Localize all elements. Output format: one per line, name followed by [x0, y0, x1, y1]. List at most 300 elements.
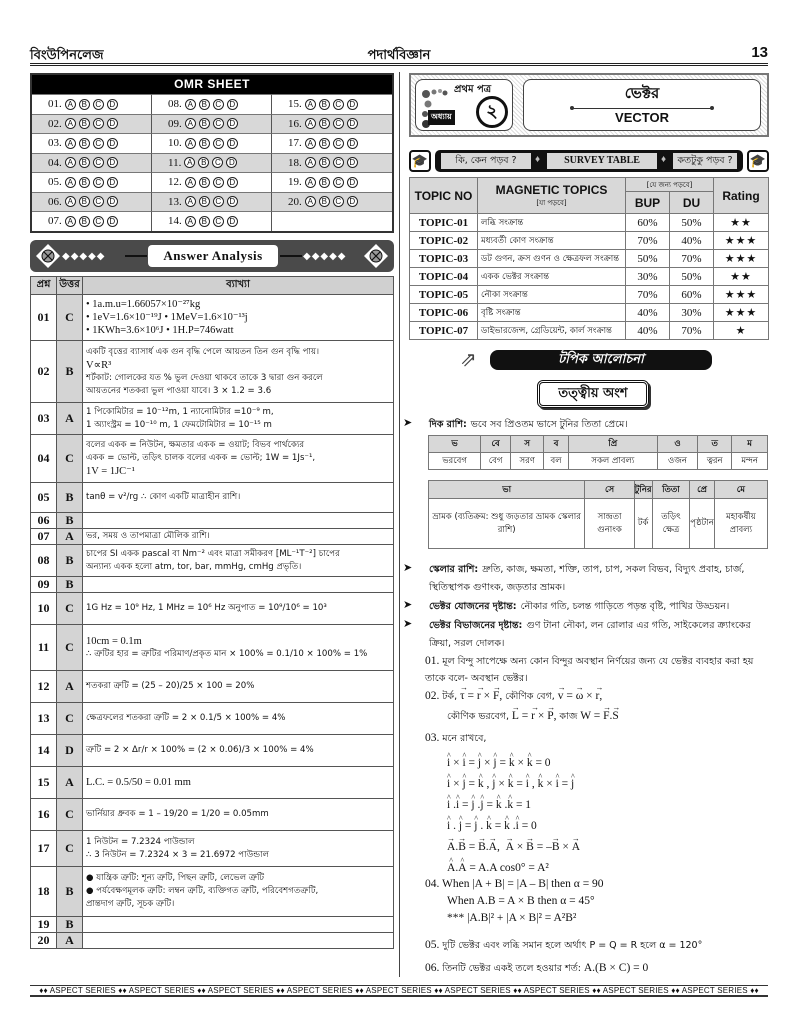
point-04-line-2: When A.B = A × B then α = 45° [447, 895, 595, 907]
omr-bubble-b[interactable]: B [79, 138, 90, 149]
identity-line: ^ i .^ i = ^ j .^ j = ^ k .^ k = 1 [447, 795, 770, 816]
vector-resolution-bullet [403, 616, 773, 652]
point-06-text: তিনটি ভেক্টর একই তলে হওয়ার শর্ত: [442, 963, 581, 974]
explanation-line: ● যান্ত্রিক ত্রুটি: শূন্য ত্রুটি, পিছন ত্রুটি, লেভেল ত্রুটি [86, 873, 265, 883]
question-number: 13 [31, 703, 57, 735]
topic-number: TOPIC-04 [410, 268, 478, 286]
answer-letter: B [57, 867, 83, 917]
du-percent: 50% [670, 214, 714, 232]
chapter-title-box [523, 79, 761, 131]
question-number: 07 [31, 529, 57, 545]
bup-percent: 70% [626, 232, 670, 250]
mnemonic-table-2 [428, 480, 768, 549]
col-topic-no: TOPIC NO [410, 178, 478, 214]
explanation-line: শতকরা ত্রুটি = (25 – 20)/25 × 100 = 20% [86, 681, 255, 691]
answer-table [30, 276, 394, 949]
topic-name: মধ্যবর্তী কোণ সংক্রান্ত [478, 232, 626, 250]
omr-bubble-d[interactable]: D [347, 177, 358, 188]
identity-line: ^ A.^ A = A.A cos0° = A² [447, 858, 770, 879]
answer-row [31, 831, 394, 867]
topic-row [410, 286, 769, 304]
point-03-text: মনে রাখবে, [442, 733, 487, 744]
work-label: কাজ [559, 711, 578, 722]
explanation-line: 1V = 1JC⁻¹ [86, 466, 135, 477]
vector-quantity: মহাকর্ষীয় প্রাবল্য [714, 499, 767, 549]
star-rating: ★ [714, 322, 769, 340]
explanation-line: 1G Hz = 10⁹ Hz, 1 MHz = 10⁶ Hz অনুপাত = 10⁹/10⁶ = 10³ [86, 603, 327, 613]
omr-bubble-a[interactable]: A [65, 196, 76, 207]
omr-bubble-d[interactable]: D [107, 157, 118, 168]
identity-line: → A.→ B = → B.→ A, → A × → B = –→ B × → A [447, 837, 770, 858]
explanation-line: একটি বৃত্তের ব্যাসার্ধ এক গুন বৃদ্ধি পেলে আয়তন তিন গুন বৃদ্ধি পায়। [86, 346, 320, 357]
star-rating: ★★★ [714, 286, 769, 304]
omr-bubble-a[interactable]: A [185, 177, 196, 188]
topic-row [410, 268, 769, 286]
mnemonic-syllable: ভা [429, 481, 585, 499]
survey-strip [409, 150, 769, 172]
omr-bubble-b[interactable]: B [319, 177, 330, 188]
topic-name: ডাইভারজেন্স, গ্রেডিয়েন্ট, কার্ল সংক্রান্ত [478, 322, 626, 340]
omr-bubble-c[interactable]: C [213, 118, 224, 129]
omr-bubble-c[interactable]: C [213, 99, 224, 110]
omr-bubble-b[interactable]: B [199, 196, 210, 207]
omr-bubble-a[interactable]: A [305, 99, 316, 110]
banner-line [280, 255, 302, 257]
star-rating: ★★★ [714, 304, 769, 322]
explanation-line: 1 অ্যাংস্ট্রম = 10⁻¹⁰ m, 1 ফেমটোমিটার = 10⁻¹⁵ m [86, 419, 272, 430]
question-number: 09 [31, 577, 57, 593]
explanation-line: ক্ষেত্রফলের শতকরা ত্রুটি = 2 × 0.1/5 × 100% = 4% [86, 713, 286, 723]
circled-x-icon [364, 244, 388, 268]
omr-bubble-a[interactable]: A [305, 138, 316, 149]
col-question: প্রশ্ন [31, 277, 57, 295]
point-06 [425, 960, 770, 977]
answer-row [31, 735, 394, 767]
vector-resolution-text: গুণ টানা নৌকা, লন রোলার এর গতি, সাইকেলের ক্র্যাংকের ক্রিয়া, সরল দোলক। [429, 620, 751, 649]
omr-bubble-c[interactable]: C [333, 99, 344, 110]
omr-bubble-a[interactable]: A [305, 118, 316, 129]
explanation-line: বলের একক = নিউটন, ক্ষমতার একক = ওয়াট; বিভব পার্থক্যের [86, 440, 305, 450]
answer-row [31, 917, 394, 933]
omr-bubble-a[interactable]: A [305, 157, 316, 168]
explanation [83, 867, 394, 917]
explanation-line: 10cm = 0.1m [86, 635, 142, 647]
omr-bubble-d[interactable]: D [107, 138, 118, 149]
question-number: 01 [31, 295, 57, 341]
explanation-line: tanθ = v²/rg ∴ কোণ একটি মাত্রাহীন রাশি। [86, 492, 241, 502]
angular-momentum-eq: → L = → r × → P, [512, 710, 557, 722]
flame-icon: ♦ [535, 154, 541, 165]
omr-question [32, 172, 152, 192]
omr-bubble-c[interactable]: C [93, 216, 104, 227]
answer-row [31, 577, 394, 593]
omr-question [32, 133, 152, 153]
col-topic-title: MAGNETIC TOPICS [495, 182, 608, 197]
explanation [83, 435, 394, 483]
omr-bubble-c[interactable]: C [93, 196, 104, 207]
omr-bubble-d[interactable]: D [227, 118, 238, 129]
topic-number: TOPIC-05 [410, 286, 478, 304]
omr-bubble-d[interactable]: D [347, 138, 358, 149]
omr-bubble-b[interactable]: B [199, 216, 210, 227]
omr-bubble-a[interactable]: A [185, 99, 196, 110]
torque-label: টর্ক, [442, 691, 458, 702]
omr-bubble-a[interactable]: A [65, 138, 76, 149]
topic-name: একক ভেক্টর সংক্রান্ত [478, 268, 626, 286]
question-number: 04 [31, 435, 57, 483]
question-number: 03 [31, 403, 57, 435]
omr-bubble-d[interactable]: D [347, 99, 358, 110]
question-number: 10 [31, 593, 57, 625]
topic-number: TOPIC-06 [410, 304, 478, 322]
answer-letter: C [57, 295, 83, 341]
omr-bubble-a[interactable]: A [65, 216, 76, 227]
scalar-label: স্কেলার রাশি: [429, 564, 479, 575]
col-du: DU [670, 192, 714, 214]
omr-question-number: 16. [288, 117, 302, 130]
subject-title: পদার্থবিজ্ঞান [367, 48, 431, 63]
question-number: 19 [31, 917, 57, 933]
angular-momentum-label: কৌণিক ভরবেগ, [447, 711, 510, 722]
omr-question [152, 192, 272, 212]
mnemonic-syllable: ব [544, 436, 568, 453]
omr-bubble-a[interactable]: A [185, 118, 196, 129]
point-number: 05. [425, 939, 440, 951]
vector-addition-text: নৌকার গতি, চলন্ত গাড়িতে পড়ন্ত বৃষ্টি, পাখির উড্ডয়ন। [520, 601, 730, 612]
chapter-header [409, 73, 769, 137]
omr-bubble-c[interactable]: C [93, 157, 104, 168]
topic-number: TOPIC-07 [410, 322, 478, 340]
explanation-line: ∴ ত্রুটির হার = ত্রুটির পরিমাণ/প্রকৃত মান × 100% = 0.1/10 × 100% = 1% [86, 648, 368, 659]
bup-percent: 50% [626, 250, 670, 268]
omr-bubble-b[interactable]: B [199, 138, 210, 149]
explanation-line: ভর, সময় ও তাপমাত্রা মৌলিক রাশি। [86, 531, 210, 541]
omr-bubble-d[interactable]: D [227, 177, 238, 188]
explanation-line: চাপের SI একক pascal বা Nm⁻² এবং মাত্রা সমীকরণ [ML⁻¹T⁻²] চাপের [86, 548, 340, 559]
omr-bubble-b[interactable]: B [199, 99, 210, 110]
omr-bubble-a[interactable]: A [65, 177, 76, 188]
explanation-line: আয়তনের শতকরা ভুল পাওয়া যাবে। 3 × 1.2 = 3.6 [86, 385, 272, 396]
omr-question [272, 114, 392, 134]
point-01-text: মূল বিন্দু সাপেক্ষে অন্য কোন বিন্দুর অবস্থান নির্ণয়ের জন্য যে ভেক্টর ব্যবহার করা হয় তাকে বলে- অবস্থান ভেক্টর। [425, 656, 754, 684]
omr-bubble-d[interactable]: D [107, 99, 118, 110]
omr-question-number: 10. [168, 137, 182, 149]
question-number: 17 [31, 831, 57, 867]
answer-letter: A [57, 529, 83, 545]
omr-bubble-c[interactable]: C [212, 157, 223, 168]
omr-question-number: 13. [168, 195, 182, 208]
question-number: 14 [31, 735, 57, 767]
vector-quantity: মন্দন [732, 453, 768, 470]
omr-bubble-c[interactable]: C [93, 138, 104, 149]
angular-velocity-label: কৌণিক বেগ, [505, 691, 555, 702]
omr-bubble-a[interactable]: A [305, 196, 316, 207]
explanation [83, 513, 394, 529]
vector-quantity: ত্বরন [698, 453, 732, 470]
mnemonic-syllable: সে [585, 481, 634, 499]
omr-bubble-b[interactable]: B [319, 196, 330, 207]
omr-bubble-c[interactable]: C [333, 157, 344, 168]
graduation-cap-icon: 🎓 [409, 150, 431, 172]
scalar-bullet [403, 560, 773, 596]
topic-row [410, 232, 769, 250]
col-rating: Rating [714, 178, 769, 214]
answer-row [31, 703, 394, 735]
omr-bubble-d[interactable]: D [227, 196, 238, 207]
identity-line: ^ i × ^ i = ^ j × ^ j = ^ k × ^ k = 0 [447, 753, 770, 774]
omr-bubble-d[interactable]: D [227, 216, 238, 227]
omr-bubble-b[interactable]: B [79, 157, 90, 168]
point-number: 02. [425, 690, 440, 702]
omr-bubble-c[interactable]: C [93, 118, 104, 129]
explanation-line: প্রান্তদাগ ত্রুটি, সূচক ত্রুটি। [86, 899, 175, 909]
omr-bubble-b[interactable]: B [319, 138, 330, 149]
explanation-line: • 1KWh=3.6×10⁶J • 1H.P=746watt [86, 325, 234, 336]
omr-bubble-d[interactable]: D [347, 118, 358, 129]
column-divider [399, 72, 400, 977]
omr-question [152, 211, 272, 231]
omr-bubble-c[interactable]: C [213, 196, 224, 207]
omr-question [272, 94, 392, 114]
question-number: 05 [31, 483, 57, 513]
answer-letter: C [57, 703, 83, 735]
explanation-line: V∝R³ [86, 359, 112, 371]
mnemonic-syllable: টুনির [634, 481, 652, 499]
paper-label: প্রথম পত্র [454, 84, 492, 95]
omr-bubble-c[interactable]: C [333, 177, 344, 188]
omr-question-number: 14. [168, 215, 182, 227]
omr-bubble-d[interactable]: D [107, 118, 118, 129]
page-number: 13 [751, 44, 768, 61]
circled-x-icon [36, 244, 60, 268]
answer-letter: D [57, 735, 83, 767]
omr-bubble-b[interactable]: B [199, 118, 210, 129]
vector-quantities-mnemonic: ভবে সব প্রিওতম ভাসে টুনির তিতা প্রেমে। [470, 419, 628, 430]
col-answer: উত্তর [57, 277, 83, 295]
mnemonic-syllable: ত [698, 436, 732, 453]
omr-question [272, 133, 392, 153]
answer-row [31, 593, 394, 625]
col-bup: BUP [626, 192, 670, 214]
omr-grid [32, 94, 392, 231]
vector-quantity: বল [544, 453, 568, 470]
star-rating: ★★★ [714, 232, 769, 250]
answer-letter: C [57, 831, 83, 867]
omr-bubble-c[interactable]: C [333, 196, 344, 207]
omr-bubble-d[interactable]: D [227, 99, 238, 110]
topic-row [410, 322, 769, 340]
explanation [83, 295, 394, 341]
explanation [83, 403, 394, 435]
explanation-line: 1 নিউটন = 7.2324 পাউন্ডাল [86, 836, 195, 847]
survey-left: কি, কেন পড়ব ? [441, 153, 531, 169]
bup-percent: 30% [626, 268, 670, 286]
bup-percent: 70% [626, 286, 670, 304]
col-explanation: ব্যাখ্যা [83, 277, 394, 295]
point-02 [425, 688, 770, 725]
omr-bubble-d[interactable]: D [107, 216, 118, 227]
answer-letter: B [57, 341, 83, 403]
bup-percent: 40% [626, 304, 670, 322]
omr-bubble-c[interactable]: C [93, 99, 104, 110]
question-number: 11 [31, 625, 57, 671]
omr-bubble-a[interactable]: A [185, 196, 196, 207]
omr-bubble-c[interactable]: C [213, 216, 224, 227]
mnemonic-syllable: তিতা [652, 481, 690, 499]
point-05-text: দুটি ভেক্টর এবং লব্ধি সমান হলে অর্থাৎ P = Q = R হলে α = 120° [442, 940, 703, 951]
identity-line: ^ i × ^ j = ^ k , ^ j × ^ k = ^ i , ^ k × ^ i = ^ j [447, 774, 770, 795]
omr-bubble-d[interactable]: D [107, 177, 118, 188]
omr-bubble-b[interactable]: B [79, 196, 90, 207]
omr-bubble-a[interactable]: A [65, 99, 76, 110]
page-footer: ♦♦ ASPECT SERIES ♦♦ ASPECT SERIES ♦♦ ASPECT SERIES ♦♦ ASPECT SERIES ♦♦ ASPECT SERIES ♦♦ ASPECT SERIES ♦♦ ASPECT SERIES ♦♦ ASPECT SERIES ♦♦ ASPECT SERIES ♦♦ [30, 985, 768, 997]
answer-letter: A [57, 767, 83, 799]
omr-bubble-b[interactable]: B [79, 99, 90, 110]
chapter-title-en: VECTOR [615, 110, 669, 125]
question-number: 16 [31, 799, 57, 831]
angular-velocity-eq: → v = → ω × → r, [558, 690, 603, 702]
answer-letter: B [57, 577, 83, 593]
point-number: 03. [425, 732, 440, 744]
omr-sheet [30, 73, 394, 233]
answer-row [31, 483, 394, 513]
omr-bubble-c[interactable]: C [93, 177, 104, 188]
omr-bubble-a[interactable]: A [185, 138, 196, 149]
vector-addition-bullet [403, 597, 773, 615]
mnemonic-syllable: স [511, 436, 544, 453]
omr-bubble-b[interactable]: B [199, 177, 210, 188]
col-topic-sub: [যা পড়বে] [536, 198, 567, 207]
explanation [83, 529, 394, 545]
explanation [83, 767, 394, 799]
bup-percent: 40% [626, 322, 670, 340]
omr-bubble-a[interactable]: A [185, 216, 196, 227]
omr-bubble-c[interactable]: C [213, 138, 224, 149]
point-04-line-1: When |A + B| = |A – B| then α = 90 [442, 878, 604, 890]
col-topic [478, 178, 626, 214]
omr-question-number: 20. [288, 195, 302, 208]
bullet-arrow-icon: ➤ [403, 562, 413, 574]
star-rating: ★★ [714, 268, 769, 286]
flame-icon: ♦ [661, 154, 667, 165]
omr-question [152, 94, 272, 114]
answer-letter: A [57, 933, 83, 949]
question-number: 15 [31, 767, 57, 799]
omr-question-number: 01. [48, 98, 62, 110]
topic-number: TOPIC-03 [410, 250, 478, 268]
omr-bubble-d[interactable]: D [227, 138, 238, 149]
explanation-line: ∴ 3 নিউটন = 7.2324 × 3 = 21.6972 পাউন্ডাল [86, 849, 270, 860]
vector-quantity: সরণ [511, 453, 544, 470]
omr-bubble-b[interactable]: B [79, 118, 90, 129]
topic-name: ডট গুণন, ক্রস গুণন ও ক্ষেত্রফল সংক্রান্ত [478, 250, 626, 268]
omr-bubble-a[interactable]: A [65, 157, 76, 168]
omr-bubble-c[interactable]: C [333, 118, 344, 129]
mnemonic-syllable: ম [732, 436, 768, 453]
answer-analysis-title: Answer Analysis [148, 245, 278, 267]
topic-row [410, 214, 769, 232]
vector-resolution-label: ভেক্টর বিভাজনের দৃষ্টান্ত: [429, 620, 523, 631]
omr-question [272, 172, 392, 192]
omr-question [32, 114, 152, 134]
answer-letter: A [57, 671, 83, 703]
explanation-line: ভার্নিয়ার ধ্রুবক = 1 – 19/20 = 1/20 = 0.05mm [86, 809, 269, 819]
explanation [83, 593, 394, 625]
omr-bubble-c[interactable]: C [213, 177, 224, 188]
omr-bubble-b[interactable]: B [198, 157, 209, 168]
bullet-arrow-icon: ➤ [403, 599, 413, 611]
torque-eq: → τ = → r × → F, [460, 690, 502, 702]
vector-quantity: পৃষ্ঠটান [690, 499, 714, 549]
answer-row [31, 403, 394, 435]
omr-bubble-b[interactable]: B [79, 216, 90, 227]
omr-question-number: 08. [168, 98, 182, 110]
omr-question-number: 05. [48, 176, 62, 188]
point-number: 04. [425, 878, 440, 890]
omr-bubble-a[interactable]: A [184, 157, 195, 168]
vector-quantity: ভরবেগ [429, 453, 481, 470]
omr-bubble-b[interactable]: B [319, 99, 330, 110]
omr-bubble-b[interactable]: B [319, 157, 330, 168]
explanation [83, 831, 394, 867]
topic-discussion-banner: টপিক আলোচনা [490, 350, 712, 370]
vector-quantity: বেগ [481, 453, 511, 470]
explanation [83, 917, 394, 933]
vector-quantities-bullet [403, 415, 773, 433]
omr-question-number: 02. [48, 117, 62, 130]
du-percent: 70% [670, 250, 714, 268]
col-why: [যে জন্য পড়বে] [626, 178, 714, 192]
omr-question-number: 17. [288, 137, 302, 149]
omr-question [32, 211, 152, 231]
omr-bubble-d[interactable]: D [107, 196, 118, 207]
bup-percent: 60% [626, 214, 670, 232]
unit-vector-identities [447, 753, 770, 879]
omr-question [152, 133, 272, 153]
omr-question-number: 03. [48, 137, 62, 149]
omr-bubble-b[interactable]: B [79, 177, 90, 188]
omr-question [152, 153, 272, 173]
vector-quantity: ভ্রামক (ব্যতিক্রম: শুধু জড়তার ভ্রামক স্কেলার রাশি) [429, 499, 585, 549]
omr-bubble-a[interactable]: A [65, 118, 76, 129]
omr-question [272, 153, 392, 173]
diamond-dots-icon: ◆◆◆◆◆ [62, 251, 106, 262]
explanation [83, 577, 394, 593]
star-rating: ★★★ [714, 250, 769, 268]
answer-row [31, 435, 394, 483]
question-number: 18 [31, 867, 57, 917]
topic-row [410, 250, 769, 268]
answer-letter: C [57, 625, 83, 671]
chapter-title-bn: ভেক্টর [624, 84, 660, 102]
omr-bubble-c[interactable]: C [333, 138, 344, 149]
omr-bubble-d[interactable]: D [347, 196, 358, 207]
explanation-line: ত্রুটি = 2 × Δr/r × 100% = (2 × 0.06)/3 × 100% = 4% [86, 745, 314, 755]
omr-bubble-d[interactable]: D [347, 157, 358, 168]
omr-bubble-b[interactable]: B [319, 118, 330, 129]
chapter-number: ২ [476, 96, 508, 128]
explanation-line: শর্টকাট: গোলকের যত % ভুল দেওয়া থাকবে তাকে 3 দ্বারা গুন করলে [86, 372, 323, 383]
star-rating: ★★ [714, 214, 769, 232]
explanation-line: ● পর্যবেক্ষণমূলক ত্রুটি: লম্বন ত্রুটি, ব্যক্তিগত ত্রুটি, পরিবেশগতত্রুটি, [86, 886, 319, 896]
explanation [83, 703, 394, 735]
answer-row [31, 529, 394, 545]
omr-bubble-d[interactable]: D [226, 157, 237, 168]
answer-row [31, 767, 394, 799]
omr-bubble-a[interactable]: A [305, 177, 316, 188]
scalar-text: দ্রুতি, কাজ, ক্ষমতা, শক্তি, তাপ, চাপ, সকল বিভব, বিদ্যুৎ প্রবাহ, চার্জ, স্থিতিস্থাপক গুণাংক, জড়তার ভ্রামক। [429, 564, 745, 593]
mnemonic-syllable: মে [714, 481, 767, 499]
